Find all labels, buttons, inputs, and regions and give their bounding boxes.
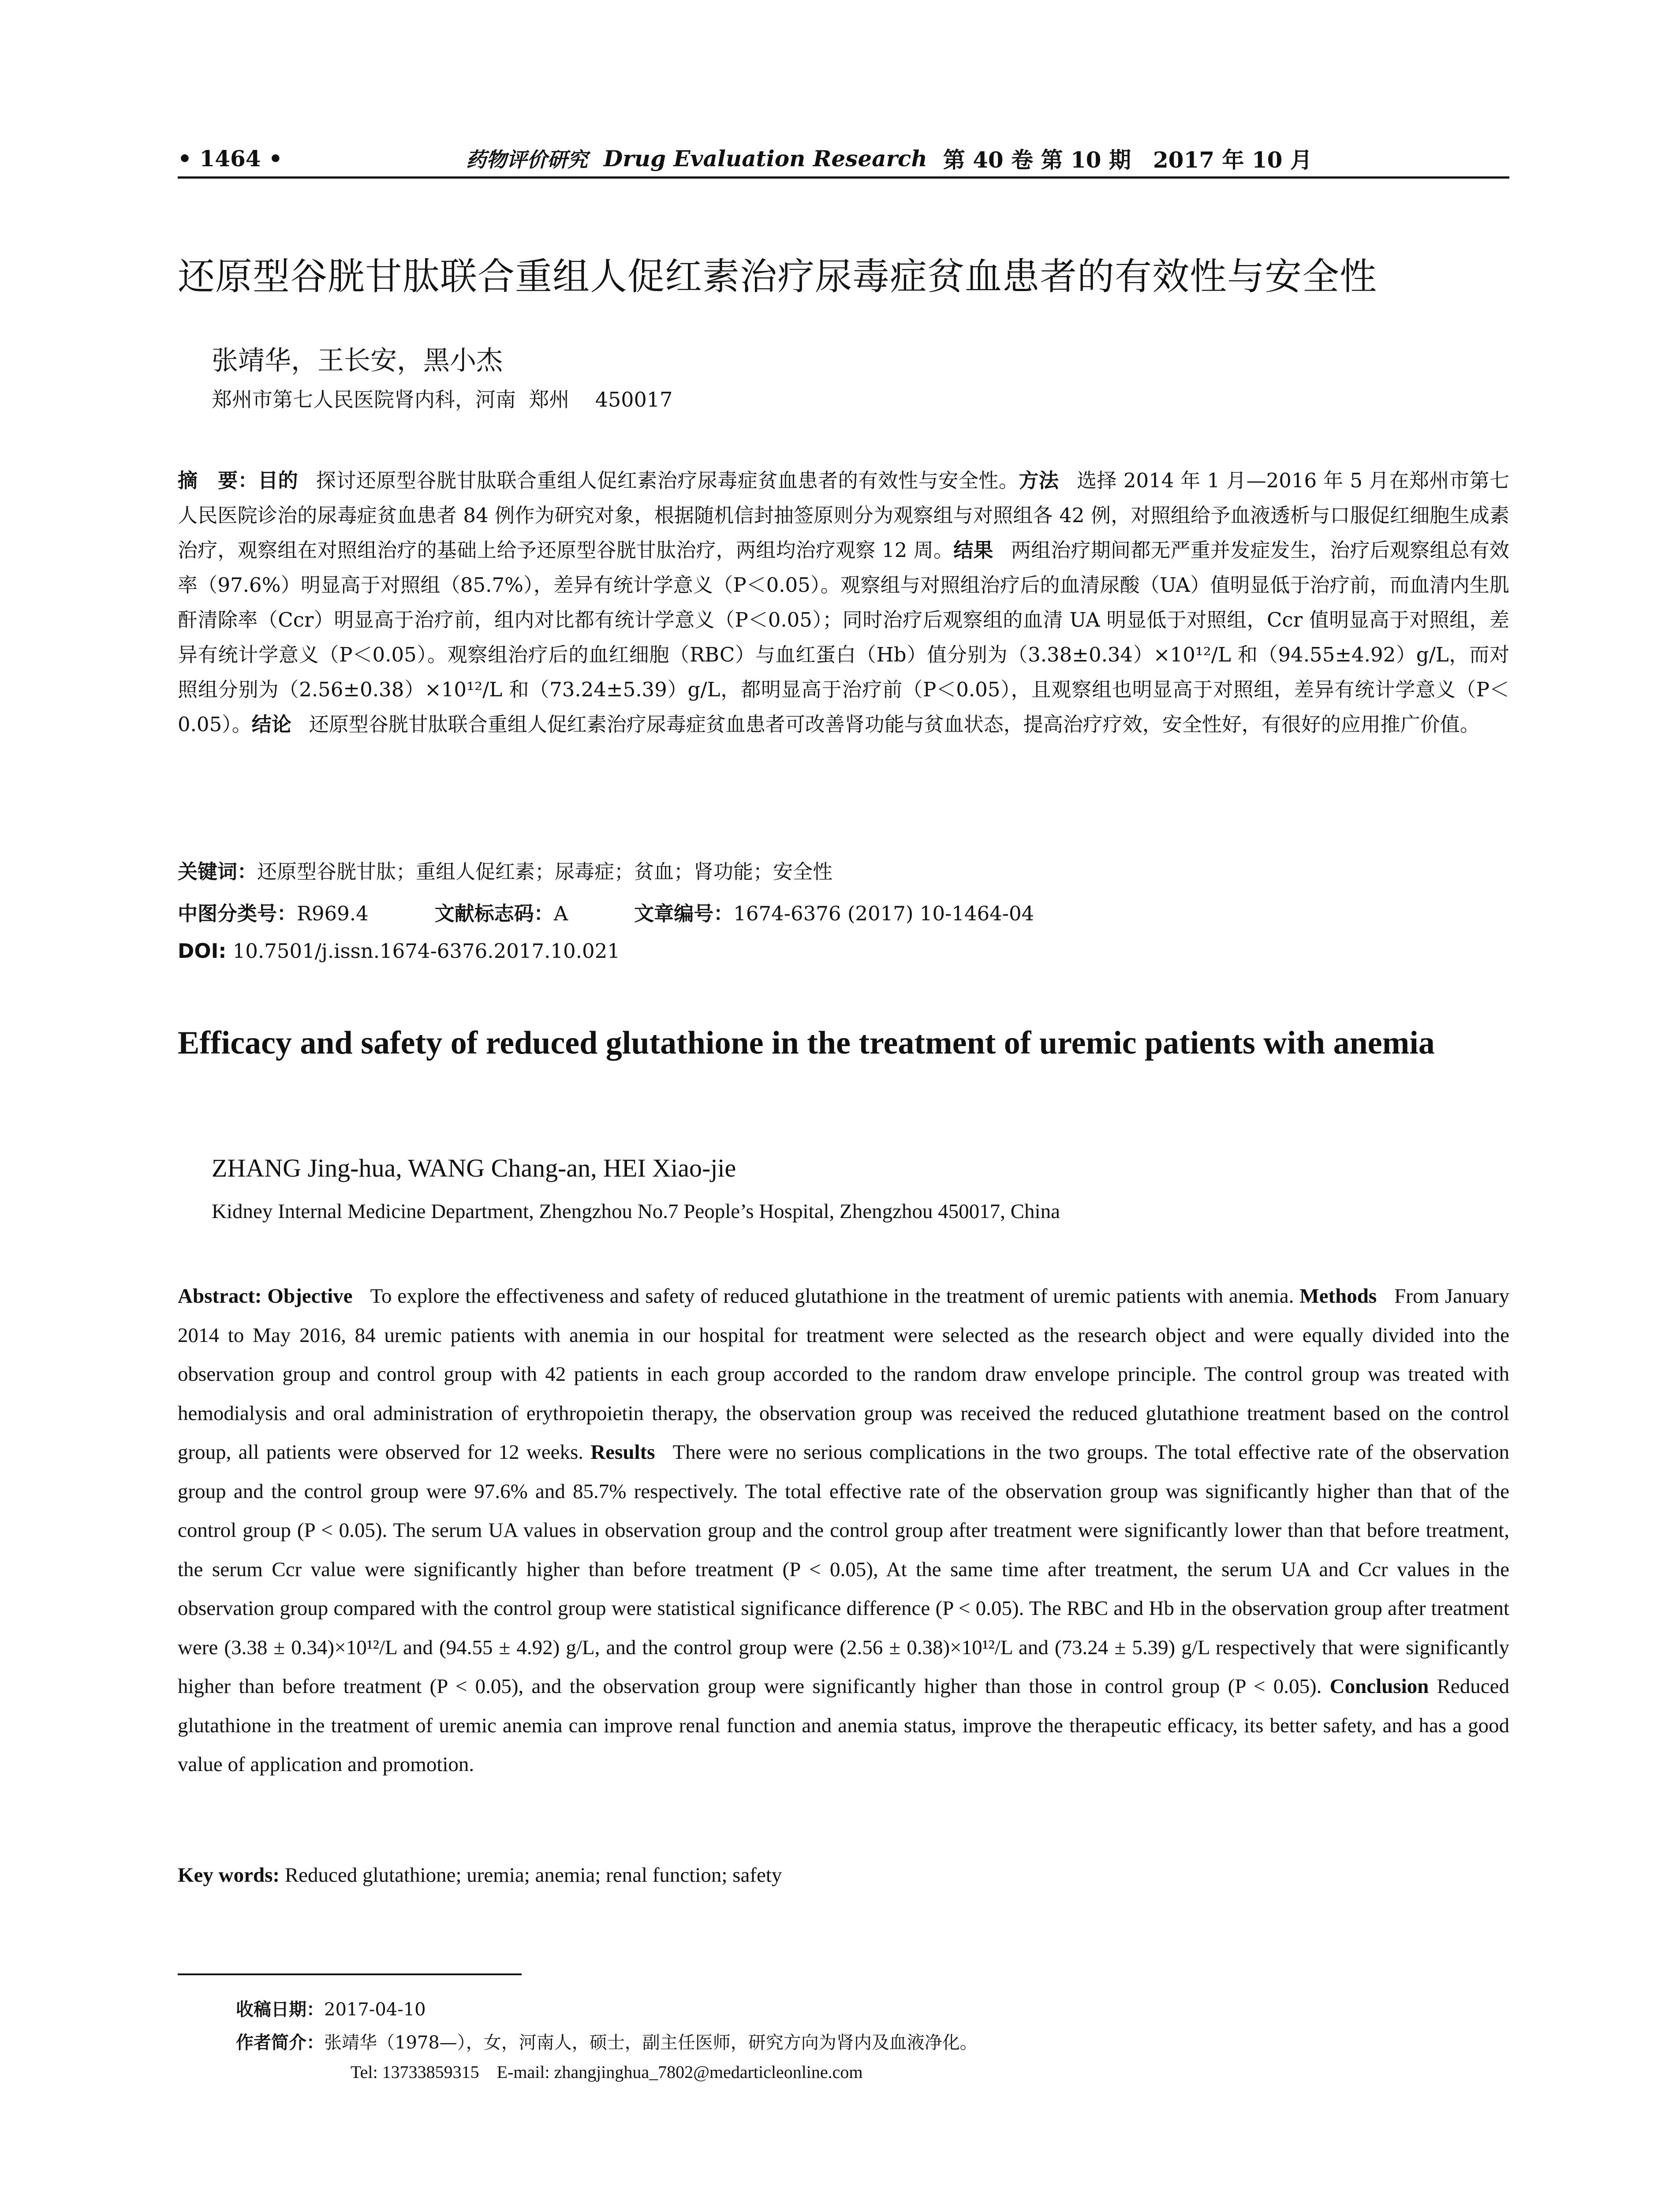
footnote-rule <box>178 1973 522 1975</box>
journal-logo-text: 药物评价研究 <box>466 148 588 172</box>
results-text: 两组治疗期间都无严重并发症发生，治疗后观察组总有效率（97.6%）明显高于对照组（85.7%），差异有统计学意义（P＜0.05）。观察组与对照组治疗后的血清尿酸（UA）值明显低于治疗前，而血清内生肌酐清除率（Ccr）明显高于治疗前，组内对比都有统计学意义（P＜0.05）；同时治疗后观察组的血清 UA 明显低于对照组，Ccr 值明显高于对照组，差异有统计学意义（P＜0.05）。观察组治疗后的血红细胞（RBC）与血红蛋白（Hb）值分别为（3.38±0.34）×10¹²/L 和（94.55±4.92）g/L，而对照组分别为（2.56±0.38）×10¹²/L 和（73.24±5.39）g/L，都明显高于治疗前（P＜0.05），且观察组也明显高于对照组，差异有统计学意义（P＜0.05）。 <box>178 538 1509 736</box>
en-results-label: Results <box>590 1441 655 1464</box>
en-methods-label: Methods <box>1299 1285 1377 1308</box>
chinese-authors: 张靖华，王长安，黑小杰 <box>212 345 503 376</box>
english-authors: ZHANG Jing-hua, WANG Chang-an, HEI Xiao-jie <box>212 1154 736 1182</box>
clc-label: 中图分类号： <box>178 902 297 925</box>
en-methods-text: From January 2014 to May 2016, 84 uremic patients with anemia in our hospital for treatment were selected as the research object and were equally divided into the observation group and control group with 42 patients in each group accorded to the random draw envelope principle. The control group was treated with hemodialysis and oral administration of erythropoietin therapy, the observation group was received the reduced glutathione treatment based on the control group, all patients were observed for 12 weeks. <box>178 1285 1510 1464</box>
footnote-received <box>236 1996 1515 2021</box>
journal-name: Drug Evaluation Research <box>603 145 927 172</box>
doccode-label: 文献标志码： <box>434 902 554 925</box>
bio-text: 张靖华（1978—），女，河南人，硕士，副主任医师，研究方向为肾内及血液净化。 <box>324 2033 978 2053</box>
doi-line <box>178 939 1509 963</box>
keywords-label: 关键词： <box>178 860 258 883</box>
chinese-abstract <box>178 463 1509 742</box>
received-date: 2017-04-10 <box>324 1999 426 2020</box>
methods-text: 选择 2014 年 1 月—2016 年 5 月在郑州市第七人民医院诊治的尿毒症贫血患者 84 例作为研究对象，根据随机信封抽签原则分为观察组与对照组各 42 例，对照组给予血液透析与口服促红细胞生成素治疗，观察组在对照组治疗的基础上给予还原型谷胱甘肽治疗，两组均治疗观察 12 周。 <box>178 469 1509 562</box>
running-header <box>178 140 1509 176</box>
english-title: Efficacy and safety of reduced glutathione in the treatment of uremic patients with anemia <box>178 1025 1435 1061</box>
doi-value: 10.7501/j.issn.1674-6376.2017.10.021 <box>232 939 620 963</box>
english-keywords <box>178 1863 1509 1887</box>
article-no-label: 文章编号： <box>634 902 734 925</box>
en-objective-text: To explore the effectiveness and safety of reduced glutathione in the treatment of uremic patients with anemia. <box>370 1285 1294 1308</box>
results-label: 结果 <box>953 538 993 562</box>
conclusion-label: 结论 <box>251 713 291 736</box>
article-no-field <box>634 897 1034 926</box>
en-keywords-text: Reduced glutathione; uremia; anemia; renal function; safety <box>284 1864 782 1887</box>
en-conclusion-label: Conclusion <box>1329 1675 1429 1698</box>
methods-label: 方法 <box>1019 469 1059 492</box>
en-abstract-label: Abstract: <box>178 1285 262 1308</box>
objective-label: 目的 <box>258 469 299 492</box>
doccode-field <box>435 897 568 926</box>
en-keywords-label: Key words: <box>178 1864 280 1887</box>
doi-label: DOI: <box>178 939 227 963</box>
english-affiliation: Kidney Internal Medicine Department, Zhengzhou No.7 People’s Hospital, Zhengzhou 450017, China <box>212 1200 1060 1223</box>
conclusion-text: 还原型谷胱甘肽联合重组人促红素治疗尿毒症贫血患者可改善肾功能与贫血状态，提高治疗疗效，安全性好，有很好的应用推广价值。 <box>309 713 1480 736</box>
received-label: 收稿日期： <box>236 1999 324 2020</box>
footnote-contact: Tel: 13733859315 E-mail: zhangjinghua_7802@medarticleonline.com <box>351 2062 863 2082</box>
english-abstract <box>178 1277 1509 1784</box>
chinese-title: 还原型谷胱甘肽联合重组人促红素治疗尿毒症贫血患者的有效性与安全性 <box>178 255 1378 298</box>
en-conclusion-text: Reduced glutathione in the treatment of uremic anemia can improve renal function and anemia status, improve the therapeutic efficacy, its better safety, and has a good value of application and promotion. <box>178 1675 1510 1776</box>
en-objective-label: Objective <box>267 1285 353 1308</box>
chinese-affiliation: 郑州市第七人民医院肾内科，河南 郑州 450017 <box>212 388 673 411</box>
footnote-author-bio <box>236 2029 1515 2054</box>
issue-info: 第 40 卷 第 10 期 2017 年 10 月 <box>943 147 1312 173</box>
abstract-label: 摘 要： <box>178 469 258 492</box>
clc-field <box>178 897 369 926</box>
article-no-value: 1674-6376 (2017) 10-1464-04 <box>733 902 1034 925</box>
objective-text: 探讨还原型谷胱甘肽联合重组人促红素治疗尿毒症贫血患者的有效性与安全性。 <box>316 469 1019 492</box>
en-results-text: There were no serious complications in the two groups. The total effective rate of the observation group and the control group were 97.6% and 85.7% respectively. The total effective rate of the observation group was significantly higher than that of the control group (P < 0.05). The serum UA values in observation group and the control group after treatment were significantly lower than that before treatment, the serum Ccr value were significantly higher than before treatment (P < 0.05), At the same time after treatment, the serum UA and Ccr values in the observation group compared with the control group were statistical significance difference (P < 0.05). The RBC and Hb in the observation group after treatment were (3.38 ± 0.34)×10¹²/L and (94.55 ± 4.92) g/L, and the control group were (2.56 ± 0.38)×10¹²/L and (73.24 ± 5.39) g/L respectively that were significantly higher than before treatment (P < 0.05), and the observation group were significantly higher than those in control group (P < 0.05). <box>178 1441 1510 1698</box>
page-number: • 1464 • <box>178 145 283 172</box>
classification-line <box>178 897 1509 926</box>
clc-value: R969.4 <box>297 902 369 925</box>
chinese-keywords <box>178 856 1509 884</box>
bio-label: 作者简介： <box>236 2033 324 2053</box>
doccode-value: A <box>553 902 568 925</box>
header-rule <box>178 176 1509 179</box>
keywords-text: 还原型谷胱甘肽；重组人促红素；尿毒症；贫血；肾功能；安全性 <box>257 860 833 883</box>
